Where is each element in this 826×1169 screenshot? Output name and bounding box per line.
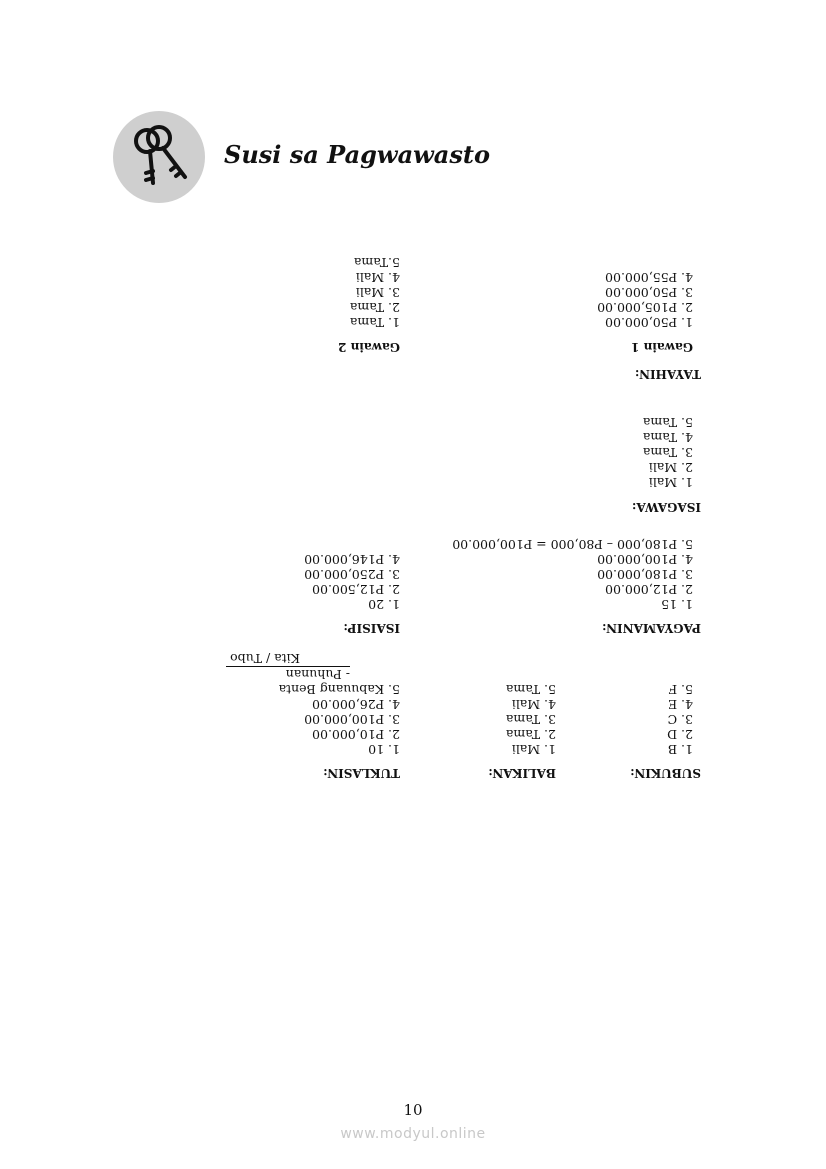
list-item: 4. E <box>667 697 693 712</box>
list-item: 1. Tama <box>349 315 400 330</box>
balikan-heading: BALIKAN: <box>488 766 556 780</box>
list-item: 4. Mali <box>511 697 556 712</box>
list-item: 2. D <box>667 727 693 742</box>
list-item: 4. P146,000.00 <box>304 552 400 567</box>
list-item: 5. Tama <box>505 682 556 697</box>
gawain1-heading: Gawain 1 <box>631 340 693 354</box>
list-item: 4. Tama <box>642 430 693 445</box>
list-item: 1. Mali <box>511 742 556 757</box>
formula-underline <box>226 666 350 667</box>
list-item: 1. P50,000.00 <box>605 315 693 330</box>
formula-result: Kita / Tubo <box>230 651 300 666</box>
list-item: 3. C <box>667 712 693 727</box>
page-title: Susi sa Pagwawasto <box>224 140 490 169</box>
list-item: 2. P105,000.00 <box>597 300 693 315</box>
list-item: 1. 15 <box>661 597 693 612</box>
list-item: 1. Mali <box>648 475 693 490</box>
list-item: 5. P180,000 – P80,000 = P100,000.00 <box>452 537 693 552</box>
list-item: 3. P250,000.00 <box>304 567 400 582</box>
list-item: 2. Tama <box>349 300 400 315</box>
list-item: 4. P55,000.00 <box>605 270 693 285</box>
list-item: 4. P26,000.00 <box>312 697 400 712</box>
tayahin-heading: TAYAHIN: <box>634 367 701 381</box>
list-item: 1. 10 <box>368 742 400 757</box>
page-number: 10 <box>403 1101 423 1119</box>
list-item: 3. P50,000.00 <box>605 285 693 300</box>
list-item: 5.Tama <box>353 255 400 270</box>
list-item: 3. Mali <box>355 285 400 300</box>
watermark: www.modyul.online <box>340 1126 486 1142</box>
list-item: 3. P100,000.00 <box>304 712 400 727</box>
list-item: 2. P10,000.00 <box>312 727 400 742</box>
list-item: 2. P12,500.00 <box>312 582 400 597</box>
list-item: 3. Tama <box>642 445 693 460</box>
tuklasin-heading: TUKLASIN: <box>323 766 400 780</box>
list-item: 3. Tama <box>505 712 556 727</box>
list-item: 2. P12,000.00 <box>605 582 693 597</box>
list-item: 4. P100,000.00 <box>597 552 693 567</box>
list-item: 2. Tama <box>505 727 556 742</box>
formula-subtrahend: - Puhunan <box>285 667 350 682</box>
isagawa-heading: ISAGAWA: <box>632 500 701 514</box>
subukin-heading: SUBUKIN: <box>630 766 701 780</box>
list-item: 5. F <box>668 682 693 697</box>
list-item: 5. Kabuuang Benta <box>278 682 400 697</box>
list-item: 5. Tama <box>642 415 693 430</box>
list-item: 2. Mali <box>648 460 693 475</box>
isaisip-heading: ISAISIP: <box>343 621 400 635</box>
pagyamanin-heading: PAGYAMANIN: <box>602 621 701 635</box>
list-item: 1. 20 <box>368 597 400 612</box>
gawain2-heading: Gawain 2 <box>338 340 400 354</box>
list-item: 4. Mali <box>355 270 400 285</box>
list-item: 1. B <box>667 742 693 757</box>
list-item: 3. P180,000.00 <box>597 567 693 582</box>
